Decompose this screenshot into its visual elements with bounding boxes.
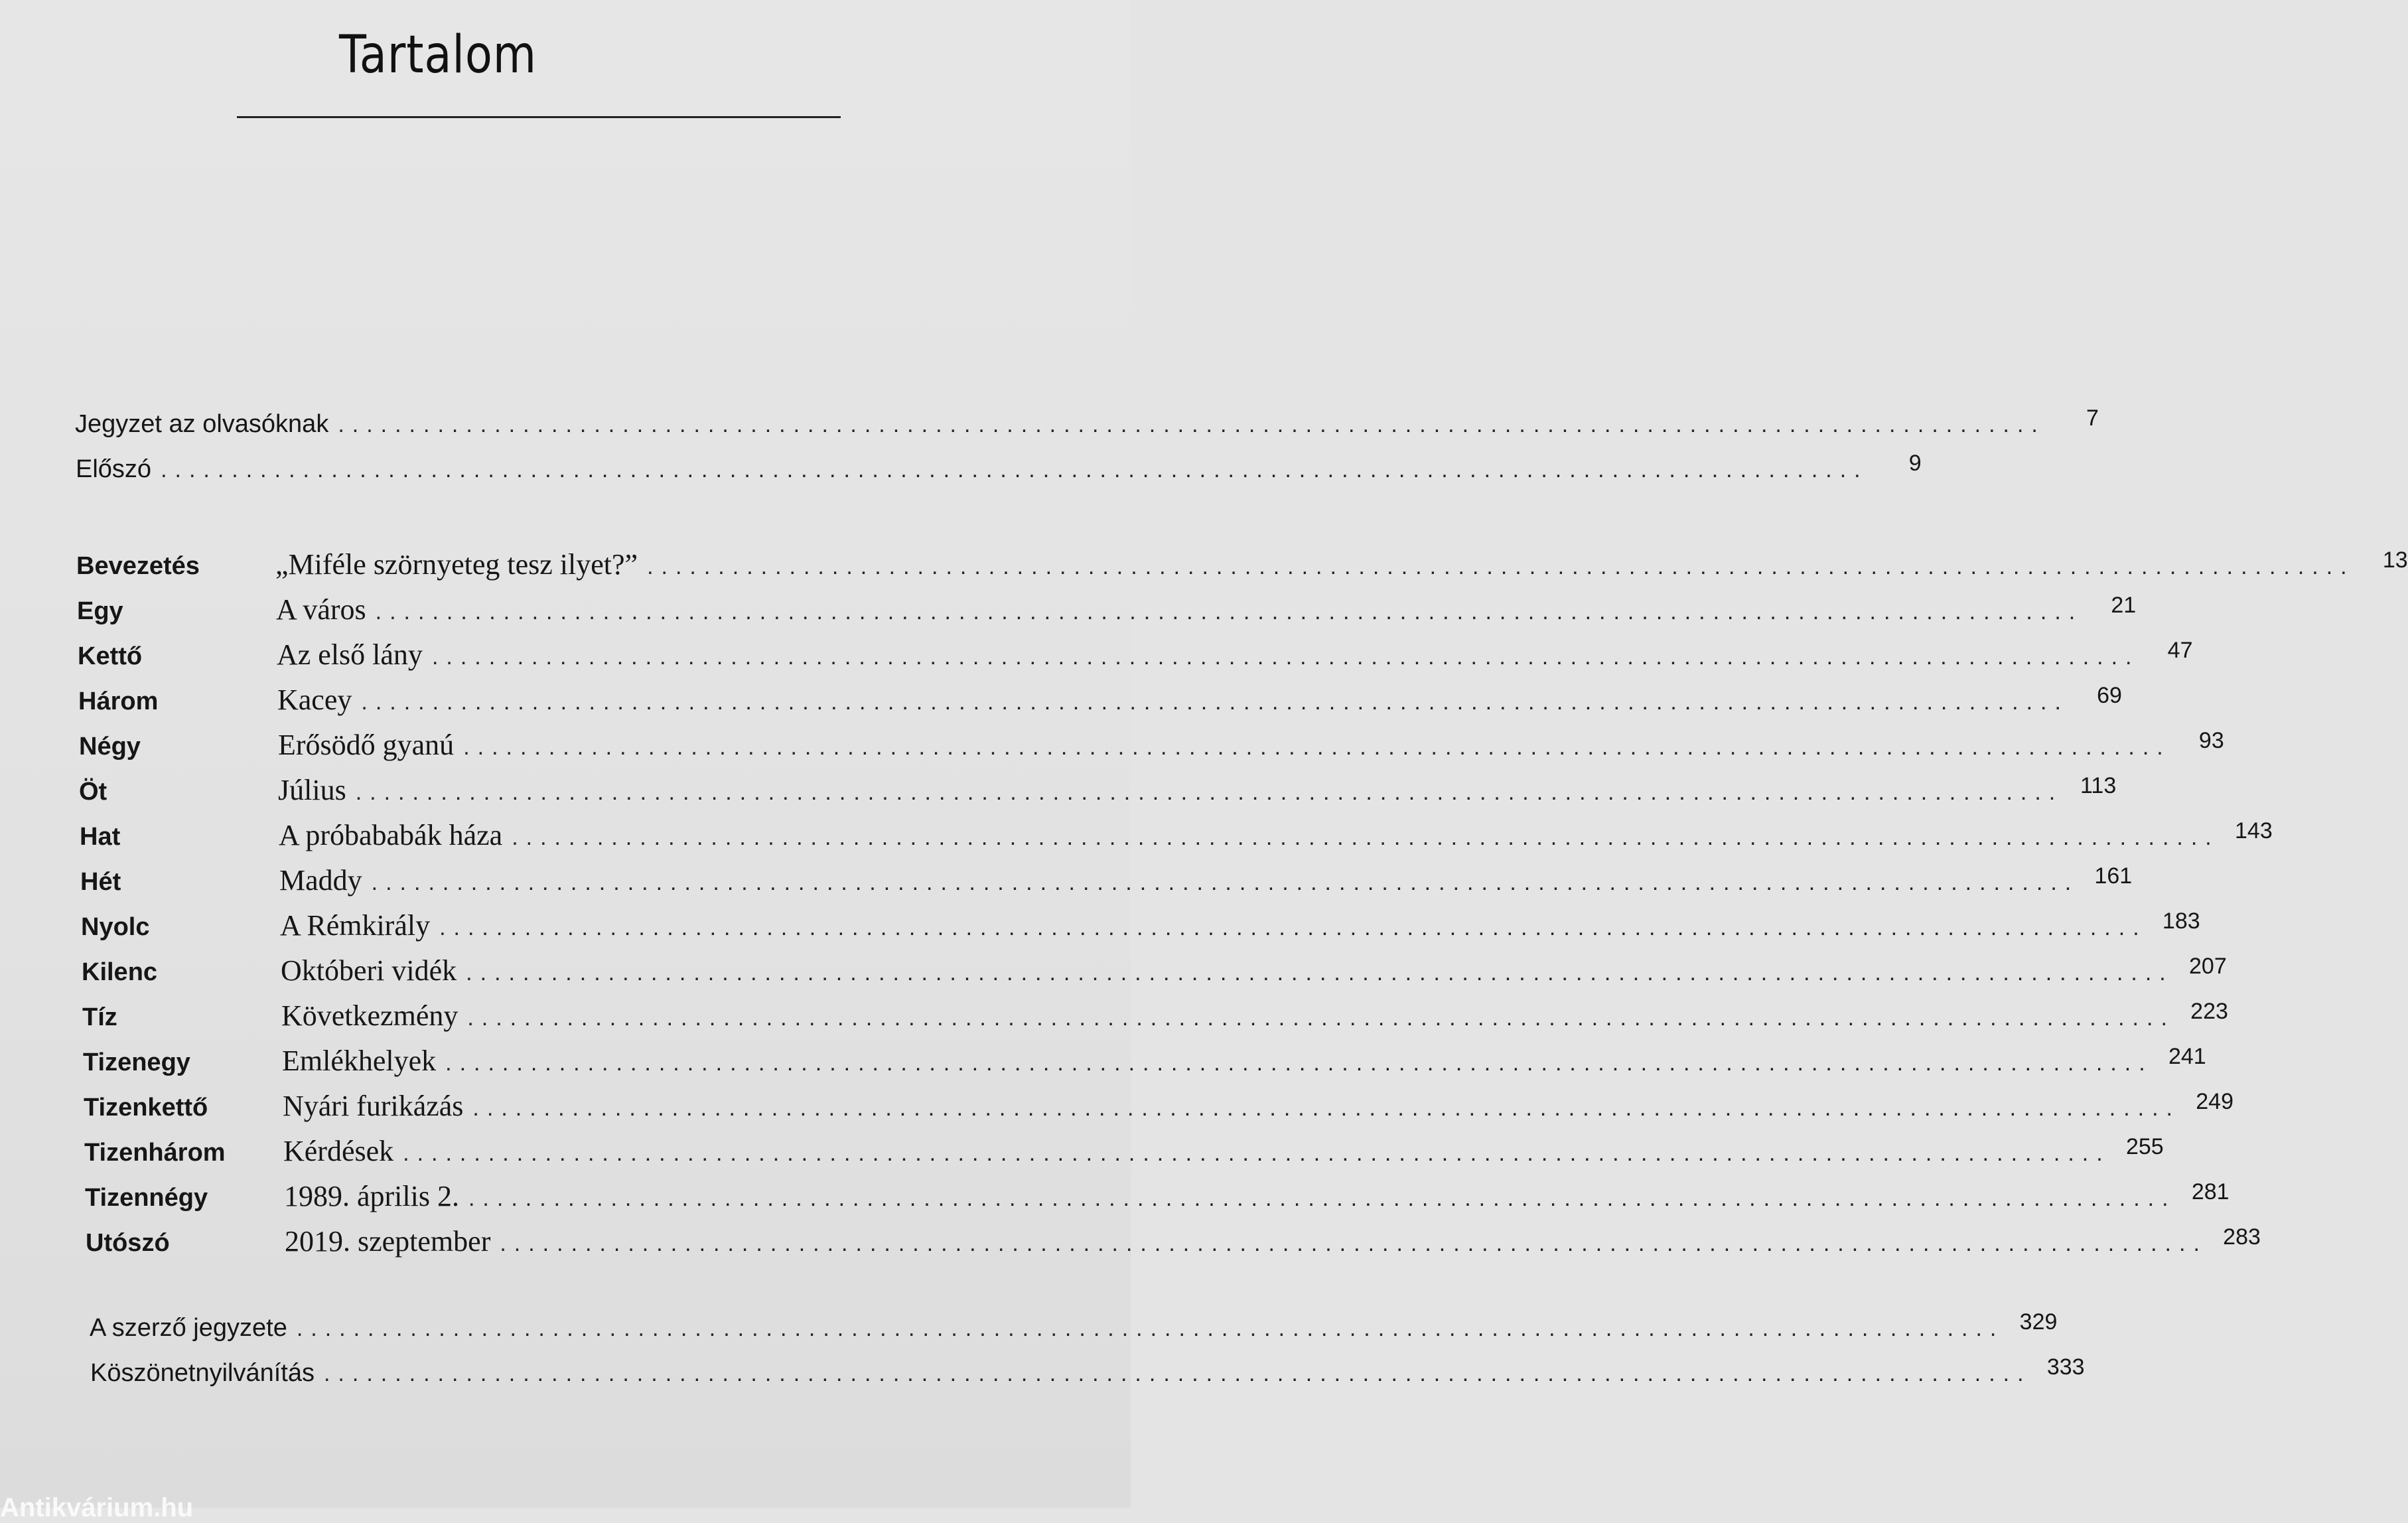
- toc-page-number: 207: [2189, 954, 2227, 979]
- dot-leader: ........................................................................................................................: [439, 915, 2147, 940]
- toc-entry-back: [90, 1354, 2085, 1399]
- dot-leader: ........................................................................................................................: [296, 1316, 2005, 1341]
- chapter-title: Októberi vidék: [281, 954, 457, 987]
- chapter-number: Négy: [79, 733, 141, 761]
- dot-leader: ........................................................................................................................: [338, 412, 2046, 437]
- toc-entry-chapter: [82, 999, 2228, 1039]
- toc-entry-chapter: [82, 954, 2227, 993]
- chapter-number: Nyolc: [81, 913, 150, 941]
- toc-entry-chapter: [76, 547, 2408, 587]
- chapter-title: Az első lány: [277, 638, 423, 671]
- dot-leader: ........................................................................................................................: [355, 780, 2064, 805]
- chapter-title: A város: [276, 593, 366, 626]
- chapter-number: Tizenkettő: [84, 1094, 208, 1122]
- toc-entry-chapter: [83, 1044, 2206, 1084]
- chapter-title: Kérdések: [283, 1135, 394, 1167]
- toc-entry-chapter: [79, 773, 2117, 813]
- chapter-title: A próbababák háza: [279, 819, 503, 851]
- chapter-title: „Miféle szörnyeteg tesz ilyet?”: [275, 548, 638, 581]
- toc-entry-chapter: [80, 863, 2133, 903]
- chapter-title: Emlékhelyek: [282, 1045, 437, 1077]
- toc-entry-label: Köszönetnyilvánítás: [90, 1359, 315, 1387]
- chapter-number: Tizennégy: [85, 1184, 208, 1212]
- toc-page-number: 9: [1908, 451, 1922, 476]
- toc-page-number: 255: [2125, 1134, 2164, 1159]
- toc-entry-chapter: [80, 818, 2273, 858]
- chapter-title: 2019. szeptember: [285, 1225, 491, 1258]
- toc-page-number: 47: [2167, 638, 2193, 663]
- toc-page-number: 333: [2046, 1354, 2085, 1380]
- toc-entry-front: [76, 451, 1922, 495]
- chapter-title: Kacey: [277, 684, 352, 716]
- chapter-number: Tíz: [82, 1003, 117, 1031]
- toc-page-number: 281: [2191, 1179, 2230, 1204]
- toc-page-number: 223: [2190, 999, 2228, 1024]
- dot-leader: ........................................................................................................................: [466, 960, 2174, 985]
- toc-entry-back: [90, 1309, 2058, 1354]
- toc-page-number: 241: [2168, 1044, 2206, 1069]
- chapter-title: Maddy: [279, 864, 362, 897]
- dot-leader: ........................................................................................................................: [361, 689, 2069, 715]
- chapter-number: Utószó: [86, 1229, 170, 1257]
- dot-leader: ........................................................................................................................: [463, 735, 2171, 760]
- chapter-title: Nyári furikázás: [283, 1090, 464, 1122]
- chapter-title: 1989. április 2.: [284, 1180, 459, 1212]
- toc-page-number: 329: [2019, 1309, 2058, 1335]
- toc-entry-label: Előszó: [76, 455, 152, 483]
- chapter-number: Tizenhárom: [84, 1139, 226, 1167]
- toc-page-number: 143: [2235, 818, 2273, 843]
- toc-entry-chapter: [79, 728, 2224, 768]
- dot-leader: ........................................................................................................................: [161, 457, 1869, 482]
- toc-entry-label: A szerző jegyzete: [90, 1314, 287, 1342]
- dot-leader: ........................................................................................................................: [468, 1186, 2176, 1211]
- toc-entry-chapter: [81, 908, 2200, 948]
- dot-leader: ........................................................................................................................: [500, 1231, 2208, 1256]
- title-underline: [237, 116, 841, 118]
- watermark: Antikvárium.hu: [0, 1493, 194, 1522]
- toc-entry-chapter: [77, 593, 2137, 632]
- toc-page-number: 113: [2080, 773, 2117, 798]
- toc-page-number: 13: [2382, 547, 2408, 573]
- dot-leader: ........................................................................................................................: [445, 1051, 2153, 1076]
- toc-entry-front: [75, 405, 2099, 450]
- page-title: Tartalom: [339, 25, 537, 85]
- chapter-number: Tizenegy: [83, 1049, 190, 1076]
- chapter-number: Kettő: [78, 642, 143, 670]
- dot-leader: ........................................................................................................................: [472, 1096, 2180, 1121]
- chapter-title: Erősödő gyanú: [278, 729, 455, 761]
- dot-leader: ........................................................................................................................: [512, 825, 2220, 850]
- chapter-title: A Rémkirály: [280, 909, 431, 942]
- toc-page-number: 183: [2162, 908, 2200, 934]
- dot-leader: ........................................................................................................................: [371, 870, 2080, 895]
- toc-page-number: 249: [2196, 1089, 2233, 1114]
- chapter-title: Július: [278, 774, 346, 806]
- chapter-number: Három: [78, 688, 159, 715]
- toc-entry-label: Jegyzet az olvasóknak: [75, 410, 329, 438]
- chapter-number: Egy: [77, 597, 123, 625]
- toc-page-number: 69: [2097, 683, 2122, 708]
- chapter-number: Bevezetés: [76, 552, 200, 580]
- chapter-number: Hét: [80, 868, 121, 896]
- dot-leader: ........................................................................................................................: [467, 1005, 2175, 1031]
- dot-leader: ........................................................................................................................: [647, 554, 2355, 579]
- toc-entry-chapter: [78, 683, 2122, 723]
- toc-page-number: 21: [2111, 593, 2137, 618]
- chapter-title: Következmény: [281, 999, 459, 1032]
- dot-leader: ........................................................................................................................: [375, 599, 2084, 624]
- chapter-number: Kilenc: [82, 958, 158, 986]
- toc-entry-chapter: [84, 1089, 2233, 1129]
- toc-entry-chapter: [85, 1179, 2230, 1219]
- toc-entry-chapter: [86, 1224, 2261, 1264]
- toc-page-number: 161: [2094, 863, 2133, 889]
- dot-leader: ........................................................................................................................: [431, 644, 2140, 670]
- chapter-number: Hat: [80, 823, 121, 851]
- toc-page-number: 7: [2086, 405, 2099, 431]
- chapter-number: Öt: [79, 778, 107, 806]
- toc-entry-chapter: [84, 1134, 2164, 1174]
- toc-entry-chapter: [78, 638, 2193, 678]
- toc-page-number: 283: [2223, 1224, 2261, 1250]
- toc-page-number: 93: [2198, 728, 2224, 753]
- dot-leader: ........................................................................................................................: [403, 1141, 2111, 1166]
- dot-leader: ........................................................................................................................: [323, 1361, 2032, 1386]
